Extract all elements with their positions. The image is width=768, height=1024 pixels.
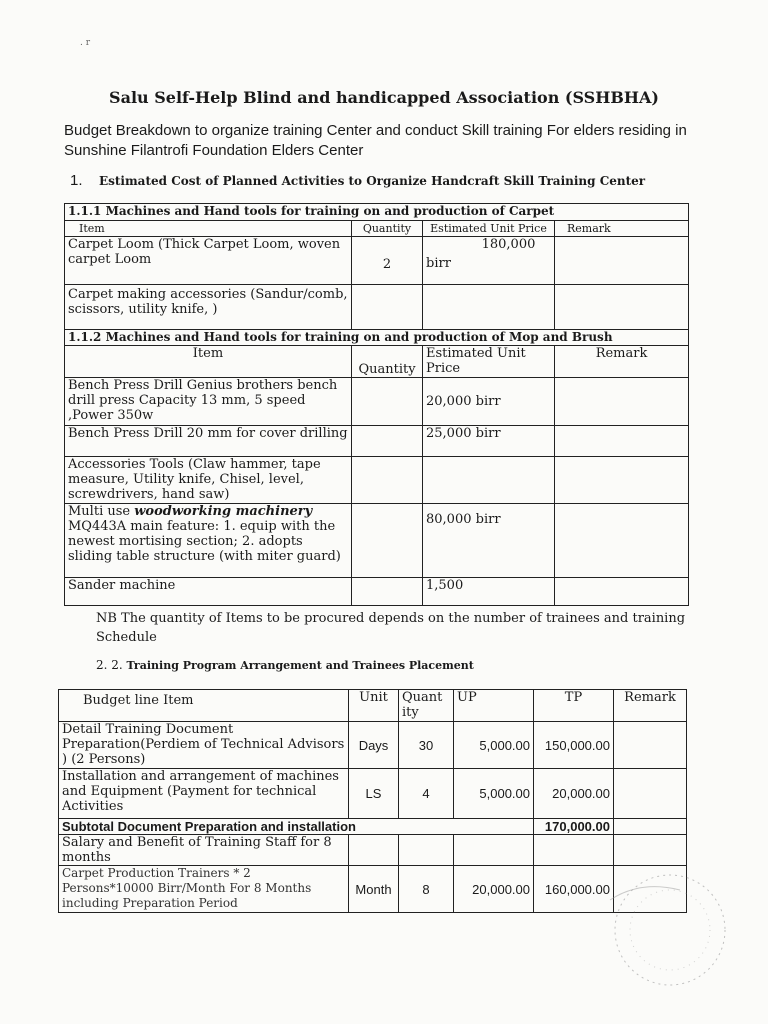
remark-cell [555, 378, 689, 426]
section-2-heading [96, 658, 474, 672]
budget-line-cell: Carpet Production Trainers * 2 Persons*10000 Birr/Month For 8 Months including Preparation Period [59, 866, 349, 913]
tp-cell [534, 835, 614, 866]
remark-cell [555, 578, 689, 606]
header-remark: Remark [555, 221, 689, 237]
header-price: Estimated Unit Price [423, 221, 555, 237]
quantity-cell [352, 457, 423, 504]
header-up: UP [454, 690, 534, 722]
quantity-cell [352, 578, 423, 606]
unit-cell: Month [349, 866, 399, 913]
header-remark: Remark [614, 690, 687, 722]
quantity-cell: 2 [352, 237, 423, 285]
quantity-cell [352, 504, 423, 578]
quantity-cell [352, 378, 423, 426]
up-cell: 5,000.00 [454, 722, 534, 769]
quantity-cell: 4 [399, 769, 454, 819]
quantity-cell [352, 426, 423, 457]
unit-cell: Days [349, 722, 399, 769]
header-budget-line: Budget line Item [59, 690, 349, 722]
item-cell [65, 504, 352, 578]
header-item: Item [65, 346, 352, 378]
table-row [65, 285, 689, 330]
header-price: Estimated Unit Price [423, 346, 555, 378]
table-row [65, 426, 689, 457]
header-item: Item [65, 221, 352, 237]
price-cell: 20,000 birr [423, 378, 555, 426]
remark-cell [555, 237, 689, 285]
subtotal-value: 170,000.00 [534, 819, 614, 835]
header-remark: Remark [555, 346, 689, 378]
subtotal-label: Subtotal Document Preparation and installation [59, 819, 534, 835]
intro-paragraph: Budget Breakdown to organize training Center and conduct Skill training For elders residing in Sunshine Filantrofi Foundation Elders Center [64, 122, 687, 159]
quantity-cell: 30 [399, 722, 454, 769]
document-title: Salu Self-Help Blind and handicapped Association (SSHBHA) [109, 88, 659, 107]
price-unit: birr [426, 256, 451, 271]
quantity-cell: 8 [399, 866, 454, 913]
table-row [65, 504, 689, 578]
price-cell: 1,500 [423, 578, 555, 606]
subsection-1-1-2-title: 1.1.2 Machines and Hand tools for training on and production of Mop and Brush [65, 330, 689, 346]
item-prefix: Multi use [68, 504, 135, 519]
item-cell: Bench Press Drill Genius brothers bench drill press Capacity 13 mm, 5 speed ,Power 350w [65, 378, 352, 426]
table-row [59, 722, 687, 769]
header-unit: Unit [349, 690, 399, 722]
section-1-text: Estimated Cost of Planned Activities to Organize Handcraft Skill Training Center [98, 174, 646, 188]
remark-cell [614, 722, 687, 769]
header-quantity: Quantity [352, 346, 423, 378]
remark-cell [555, 285, 689, 330]
remark-cell [614, 769, 687, 819]
item-cell: Carpet making accessories (Sandur/comb, scissors, utility knife, ) [65, 285, 352, 330]
item-cell: Accessories Tools (Claw hammer, tape measure, Utility knife, Chisel, level, screwdrivers, hand saw) [65, 457, 352, 504]
subtotal-row [59, 819, 687, 835]
quantity-cell [352, 285, 423, 330]
item-cell: Sander machine [65, 578, 352, 606]
up-cell: 20,000.00 [454, 866, 534, 913]
budget-line-cell: Salary and Benefit of Training Staff for 8 months [59, 835, 349, 866]
budget-line-cell: Detail Training Document Preparation(Perdiem of Technical Advisors ) (2 Persons) [59, 722, 349, 769]
unit-cell: LS [349, 769, 399, 819]
table-row [59, 769, 687, 819]
item-cell: Carpet Loom (Thick Carpet Loom, woven carpet Loom [65, 237, 352, 285]
page-mark: . r [80, 38, 91, 48]
stamp-icon [590, 870, 730, 1000]
header-quantity: Quant ity [399, 690, 454, 722]
remark-cell [614, 835, 687, 866]
section-2-number: 2. 2. [96, 658, 123, 672]
table-row [65, 237, 689, 285]
tp-cell: 20,000.00 [534, 769, 614, 819]
machines-table [64, 203, 689, 606]
table-row [65, 378, 689, 426]
price-cell [423, 237, 555, 285]
unit-cell [349, 835, 399, 866]
remark-cell [555, 457, 689, 504]
header-quantity: Quantity [352, 221, 423, 237]
section-1-heading [70, 172, 645, 189]
price-cell: 80,000 birr [423, 504, 555, 578]
section-2-text: Training Program Arrangement and Trainees Placement [126, 659, 474, 672]
tp-cell: 160,000.00 [534, 866, 614, 913]
remark-cell [555, 504, 689, 578]
section-1-number: 1. [70, 172, 83, 189]
price-cell: 25,000 birr [423, 426, 555, 457]
quantity-cell [399, 835, 454, 866]
item-emphasis: woodworking machinery [134, 504, 313, 519]
price-value: 180,000 [481, 237, 536, 252]
remark-cell [614, 819, 687, 835]
subsection-1-1-1-title: 1.1.1 Machines and Hand tools for training on and production of Carpet [65, 204, 689, 221]
up-cell [454, 835, 534, 866]
price-cell [423, 285, 555, 330]
price-cell [423, 457, 555, 504]
table-row [65, 457, 689, 504]
up-cell: 5,000.00 [454, 769, 534, 819]
table-row [65, 578, 689, 606]
remark-cell [555, 426, 689, 457]
tp-cell: 150,000.00 [534, 722, 614, 769]
budget-line-cell: Installation and arrangement of machines and Equipment (Payment for technical Activities [59, 769, 349, 819]
note-text: NB The quantity of Items to be procured depends on the number of trainees and training Schedule [96, 611, 686, 645]
header-tp: TP [534, 690, 614, 722]
item-cell: Bench Press Drill 20 mm for cover drilling [65, 426, 352, 457]
item-suffix: MQ443A main feature: 1. equip with the newest mortising section; 2. adopts sliding table structure (with miter guard) [68, 519, 341, 564]
table-row [59, 835, 687, 866]
